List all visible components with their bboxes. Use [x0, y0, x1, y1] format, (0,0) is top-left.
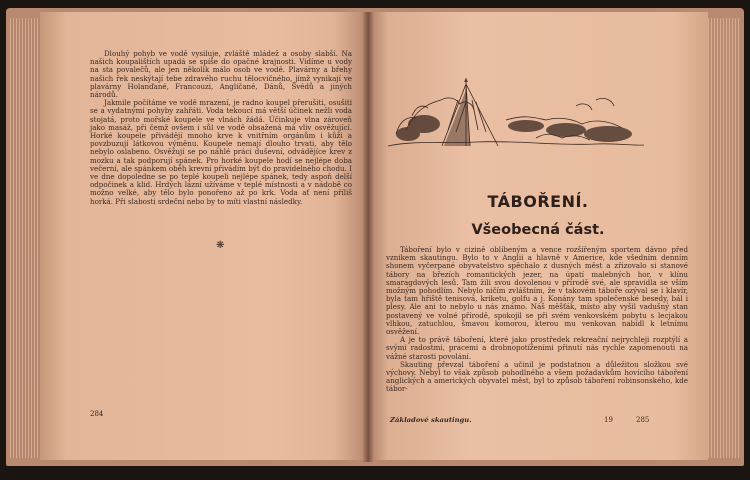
open-book [6, 8, 744, 466]
left-paragraph-1: Dlouhý pohyb ve vodě vysiluje, zvláště mládež a osoby slabší. Na našich koupalištích upadá se spíše do opačné krajnosti. Vidíme u vody na sta povalečů, ale jen několik málo osob ve vodě. Plavárny a břehy našich řek neskýtají tebe zdravého ruchu tělocvičného, jímž vynikají ve plavárny Holanďané, Francouzi, Angličané, Dánů, Švédů a jiných národů. [90, 49, 352, 100]
ornament-icon: ❋ [216, 240, 225, 251]
right-page-body-text [386, 246, 688, 394]
camp-tent-illustration [386, 60, 646, 160]
left-page-number: 284 [90, 410, 104, 418]
left-page-edges [10, 18, 40, 458]
right-page-number: 285 [636, 416, 650, 424]
chapter-title: TÁBOŘENÍ. [487, 192, 589, 211]
right-paragraph-1: Táboření bylo v cizině oblíbeným a vence rozšířeným sportem dávno před vznikem skautingu. Bylo to v Anglii a hlavně v Americe, kde všedním denním shonem vyčerpané obyvatelstvo spěchalo z dusných měst a zřizovalo si stanové tábory na březích romantických jezer, na úpatí malebných hor, v klínu smaragdových lesů. Tam žili svou dovolenou v přírodě své, ale spravidla se vším možným pohodlím. Nebylo ničím zvláštním, že v takovém táboře ozýval se i klavír, byla tam hřiště tenisová, kriketu, golfu a j. Konány tam společenské besedy, bál i plesy. Ale ani to nebylo u nás známo. Náš měšťák, místo aby vyšil vadušný stan postavený ve volné přírodě, spokojil se při svém venkovském pobytu s lecjakou vlhkou, zatuchlou, šmavou komorou, kterou mu venkovan nabídl k letnímu osvěžení. [386, 245, 688, 337]
section-title: Všeobecná část. [471, 222, 605, 238]
right-paragraph-3: Skauting převzal táboření a učinil je podstatnou a důležitou složkou své výchovy. Nebyl to však způsob pohodlného a všem požadavkům hovícího táboření anglických a amerických obyvatel měst, byl to způsob táboření robinsonského, kde tábor- [386, 359, 688, 394]
left-page-body-text [90, 50, 352, 206]
left-page [40, 12, 366, 460]
footer-signature-label: Základové skautingu. [390, 416, 472, 424]
book-gutter [362, 12, 374, 462]
right-page-edges [708, 18, 740, 458]
right-paragraph-2: A je to právě táboření, které jako prostředek rekreační nejrychleji rozptýlí a svými radostmi, pracemi a drobnopotíženími přinutí nás rychle zapomenouti na vážné starosti povolání. [386, 335, 688, 361]
left-paragraph-2: Jakmile počítáme ve vodě mrazení, je radno koupel přerušiti, osušiti se a vydatnými pohyby zahřáti. Voda tekoucí má větší účinek nežli voda stojatá, proto mořské koupele ve vlnách žádá. Účinkuje vlna zároveň jako masáž, při čemž ovšem i sůl ve vodě obsažená má vliv osvěžující. Horké koupele přivádějí mnoho krve k vnitřním orgánům i kůži a povzbuzují látkovou výměnu. Koupele nemají dlouho trvati, aby tělo nebylo oslabeno. Osvěžují se po náhlé práci duševní, odvádějíce krev z mozku a tak podporují spánek. Pro horké koupele hodí se nejlépe doba večerní, ale spánkem oběh krevní přivádím být do pravidelného chodu. I ve dne dopoledne se po teplé koupeli nejlépe spánek, tedy aspoň delší odpočinek a klid. Hrdých lázní užíváme v teplé místnosti a v nádobě co možno velké, aby tělo bylo ponořeno až po krk. Voda ať není příliš horká. Při slabosti srdeční nebo by to míti vlastní následky. [90, 98, 352, 206]
right-page [368, 12, 708, 460]
signature-mark: 19 [604, 416, 613, 424]
